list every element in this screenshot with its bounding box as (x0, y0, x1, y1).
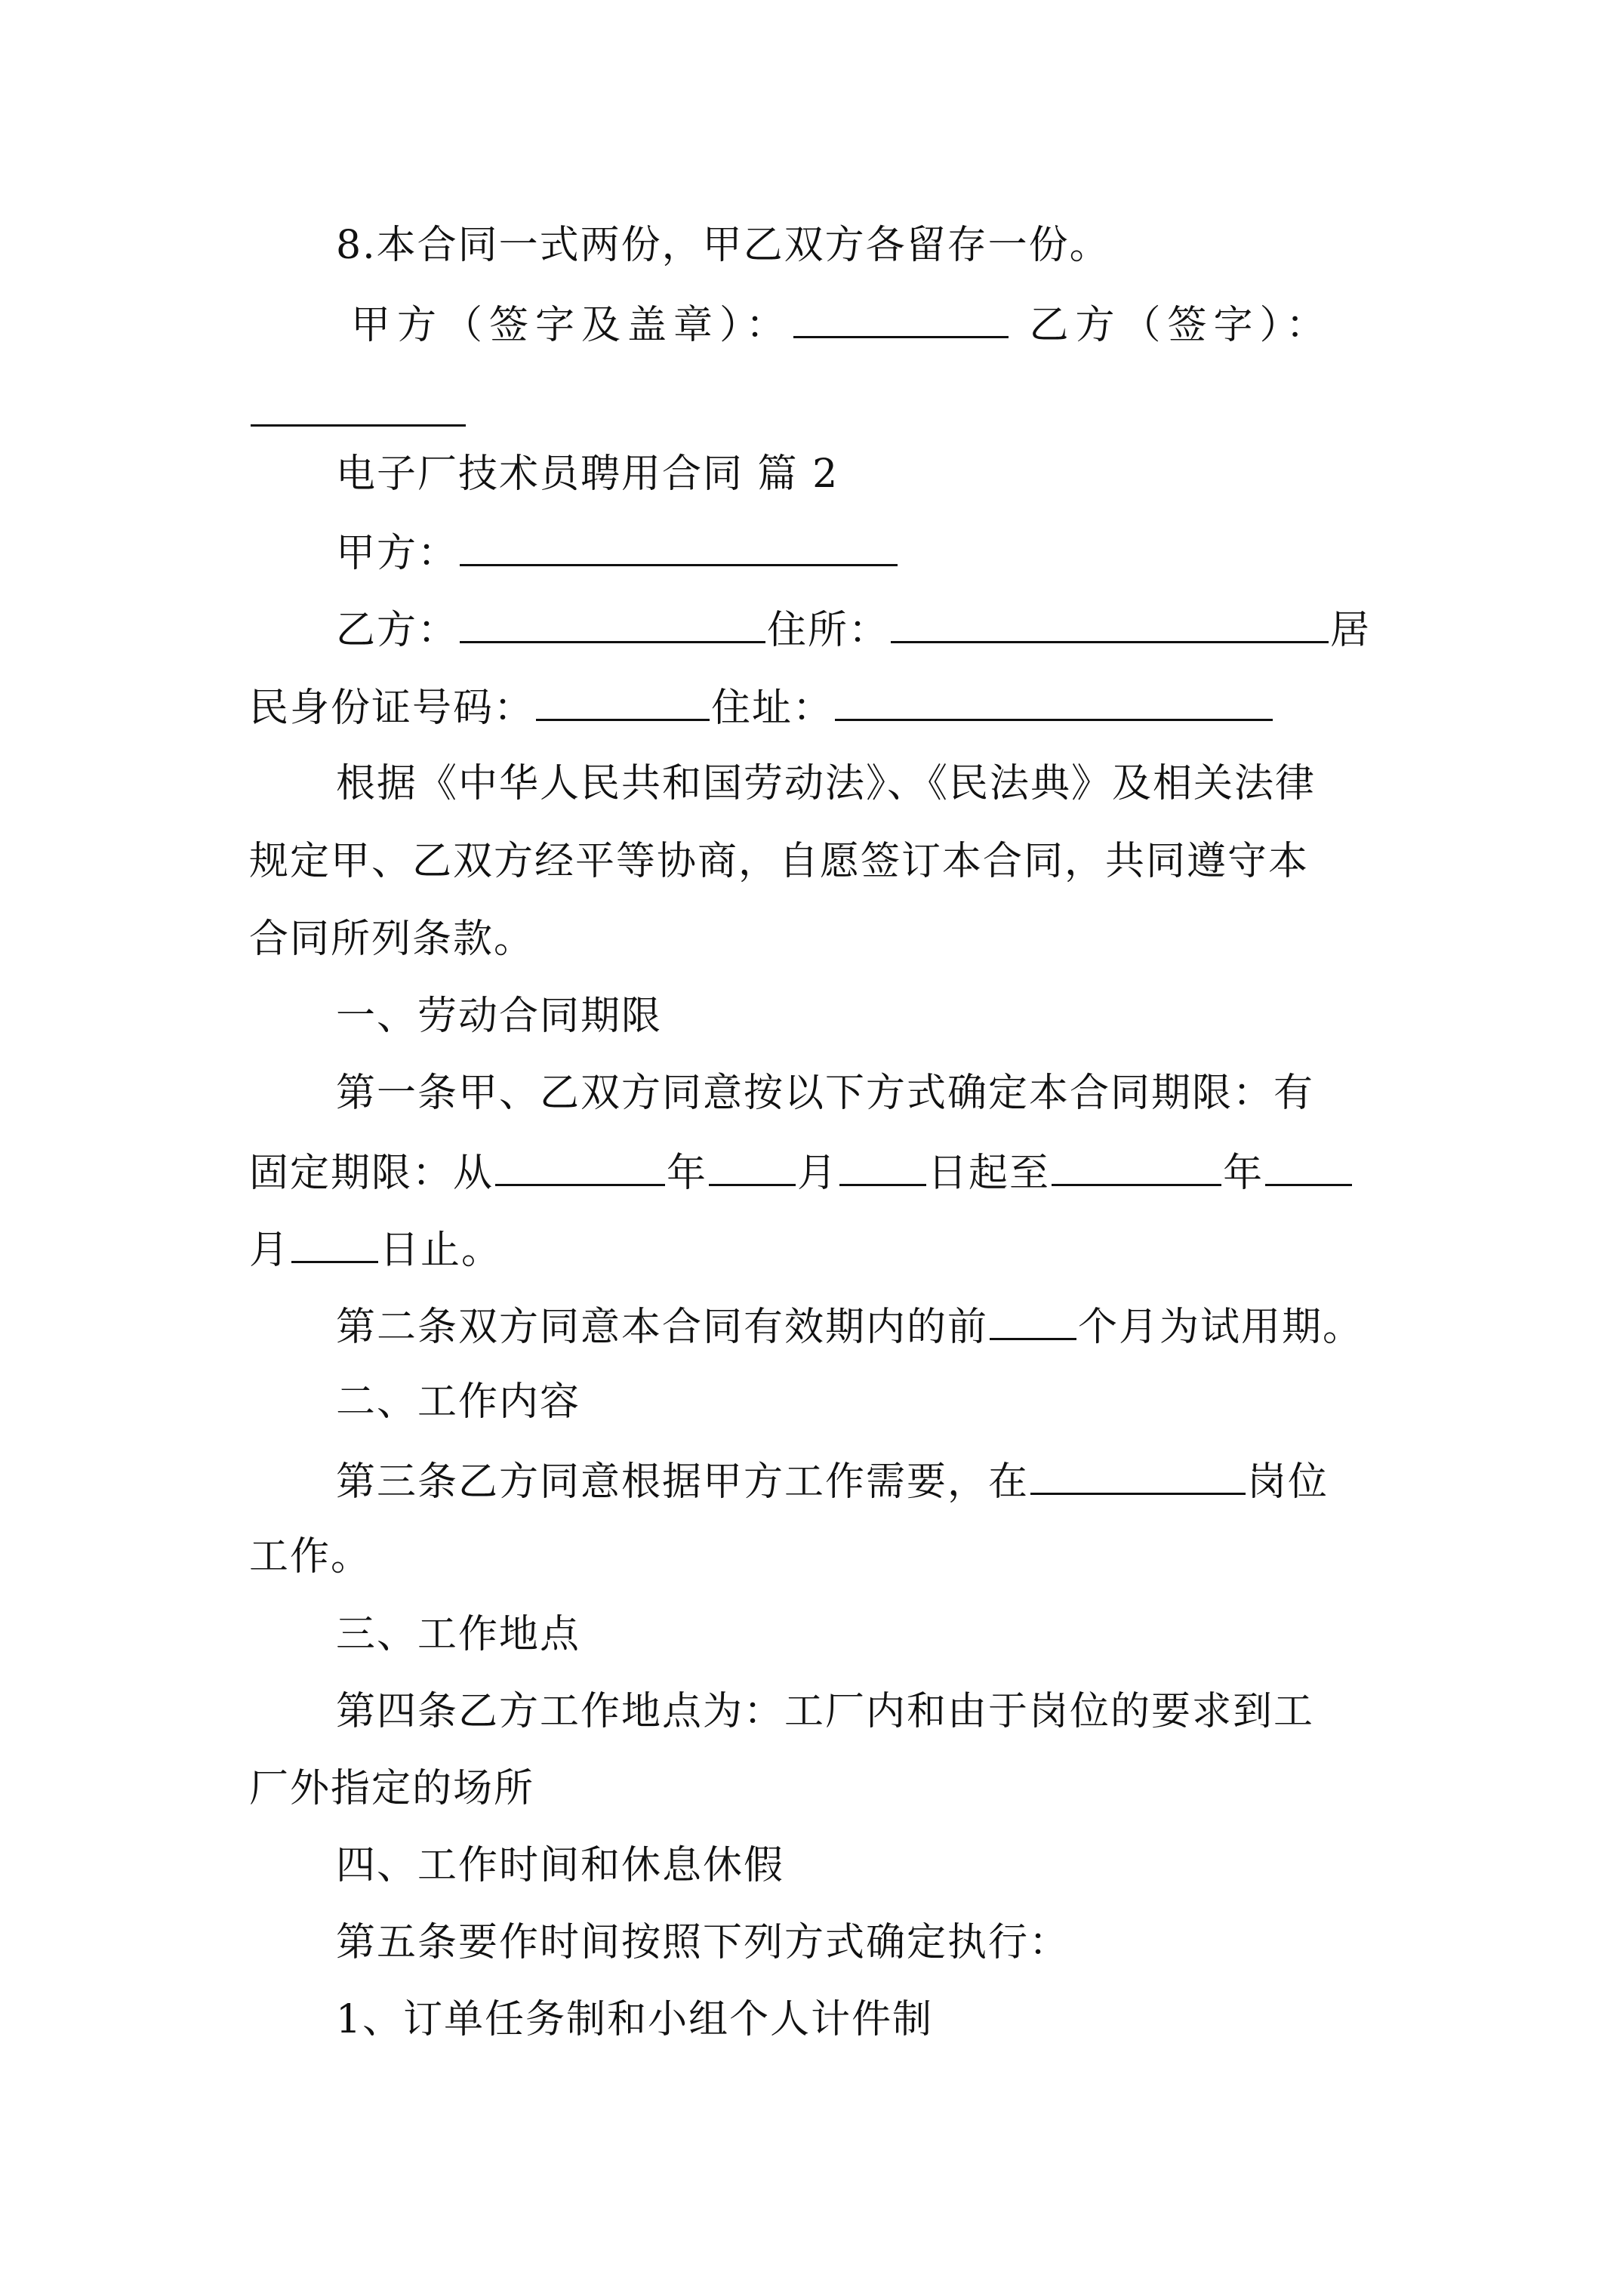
article-3-line-1 (336, 1453, 1468, 1509)
residence-label: 住所： (767, 608, 890, 653)
signature-line (351, 297, 1483, 352)
address-blank[interactable] (835, 680, 1273, 721)
address-label: 住址： (711, 686, 834, 731)
preamble-text-1: 根据《中华人民共和国劳动法》、《民法典》及相关法律 (336, 761, 1317, 806)
article-2-text: 第二条双方同意本合同有效期内的前 (336, 1305, 989, 1350)
item-1-line (336, 1993, 1468, 2046)
party-a-signature-blank[interactable] (793, 297, 1009, 338)
article-5-line (336, 1916, 1468, 1969)
preamble-line-3 (249, 913, 1381, 966)
end-day-blank[interactable] (291, 1222, 378, 1263)
section-3-text: 三、工作地点 (336, 1612, 581, 1657)
probation-months-blank[interactable] (990, 1299, 1076, 1340)
section-1-text: 一、劳动合同期限 (336, 994, 663, 1039)
section-2-heading (336, 1376, 1468, 1428)
term-from-label: 固定期限：从 (249, 1151, 494, 1196)
party-a-signature-label: 甲方（签字及盖章）： (351, 303, 793, 348)
start-year-label: 年 (667, 1151, 708, 1196)
preamble-line-1 (336, 757, 1468, 810)
section-2-text: 二、工作内容 (336, 1379, 581, 1425)
end-year-blank[interactable] (1052, 1145, 1221, 1186)
section-3-heading (336, 1608, 1468, 1661)
party-b-signature-label: 乙方（签字）： (1029, 303, 1332, 348)
article-2-text-end: 个月为试用期。 (1078, 1305, 1364, 1350)
article-1-line-2 (249, 1145, 1381, 1200)
start-month-blank[interactable] (709, 1145, 796, 1186)
party-b-blank[interactable] (460, 602, 765, 643)
article-1-line-1 (336, 1067, 1468, 1120)
start-month-label: 月 (797, 1151, 839, 1196)
id-number-label: 民身份证号码： (249, 686, 535, 731)
article-2-line (336, 1299, 1468, 1354)
end-day-label: 日止。 (380, 1228, 503, 1273)
article-3-line-2 (249, 1530, 1381, 1583)
position-blank[interactable] (1030, 1453, 1246, 1495)
article-5-text: 第五条要作时间按照下列方式确定执行： (336, 1920, 1070, 1965)
article-1-line-3 (249, 1222, 1381, 1277)
party-a-label: 甲方： (336, 531, 459, 576)
end-month-blank[interactable] (1265, 1145, 1352, 1186)
article-4-text-2: 厂外指定的场所 (249, 1766, 535, 1811)
section-4-text: 四、工作时间和休息休假 (336, 1843, 785, 1888)
article-4-line-2 (249, 1762, 1381, 1815)
party-a-line (336, 525, 1468, 580)
article-4-text-1: 第四条乙方工作地点为：工厂内和由于岗位的要求到工 (336, 1689, 1315, 1734)
preamble-text-3: 合同所列条款。 (249, 917, 535, 962)
item-1-text: 1、订单任务制和小组个人计件制 (336, 1997, 934, 2042)
article-1-text-1: 第一条甲、乙双方同意按以下方式确定本合同期限：有 (336, 1071, 1315, 1116)
start-year-blank[interactable] (495, 1145, 665, 1186)
party-b-label: 乙方： (336, 608, 459, 653)
residence-tail-text: 居 (1330, 608, 1372, 653)
residence-blank[interactable] (891, 602, 1329, 643)
preamble-line-2 (249, 835, 1381, 888)
clause-8 (336, 219, 1468, 272)
section-4-heading (336, 1839, 1468, 1892)
id-number-blank[interactable] (536, 680, 710, 721)
article-4-line-1 (336, 1685, 1468, 1738)
section-1-heading (336, 990, 1468, 1043)
party-a-blank[interactable] (460, 525, 898, 566)
contract-title-text: 电子厂技术员聘用合同 (336, 451, 744, 497)
id-address-line (249, 680, 1381, 735)
contract-title (336, 448, 1468, 501)
party-b-signature-blank-line (249, 385, 1381, 440)
end-year-label: 年 (1223, 1151, 1264, 1196)
preamble-text-2: 规定甲、乙双方经平等协商，自愿签订本合同，共同遵守本 (249, 839, 1310, 884)
end-month-label: 月 (249, 1228, 291, 1273)
contract-title-suffix: 篇 2 (757, 451, 839, 497)
party-b-signature-blank[interactable] (251, 385, 466, 427)
article-3-text-end: 岗位 (1247, 1459, 1329, 1505)
start-day-blank[interactable] (839, 1145, 926, 1186)
article-3-text: 第三条乙方同意根据甲方工作需要，在 (336, 1459, 1030, 1505)
party-b-line (336, 602, 1468, 657)
clause-8-text: 8.本合同一式两份，甲乙双方各留存一份。 (336, 223, 1110, 268)
article-3-tail-text: 工作。 (249, 1534, 372, 1579)
start-day-label: 日起至 (928, 1151, 1051, 1196)
